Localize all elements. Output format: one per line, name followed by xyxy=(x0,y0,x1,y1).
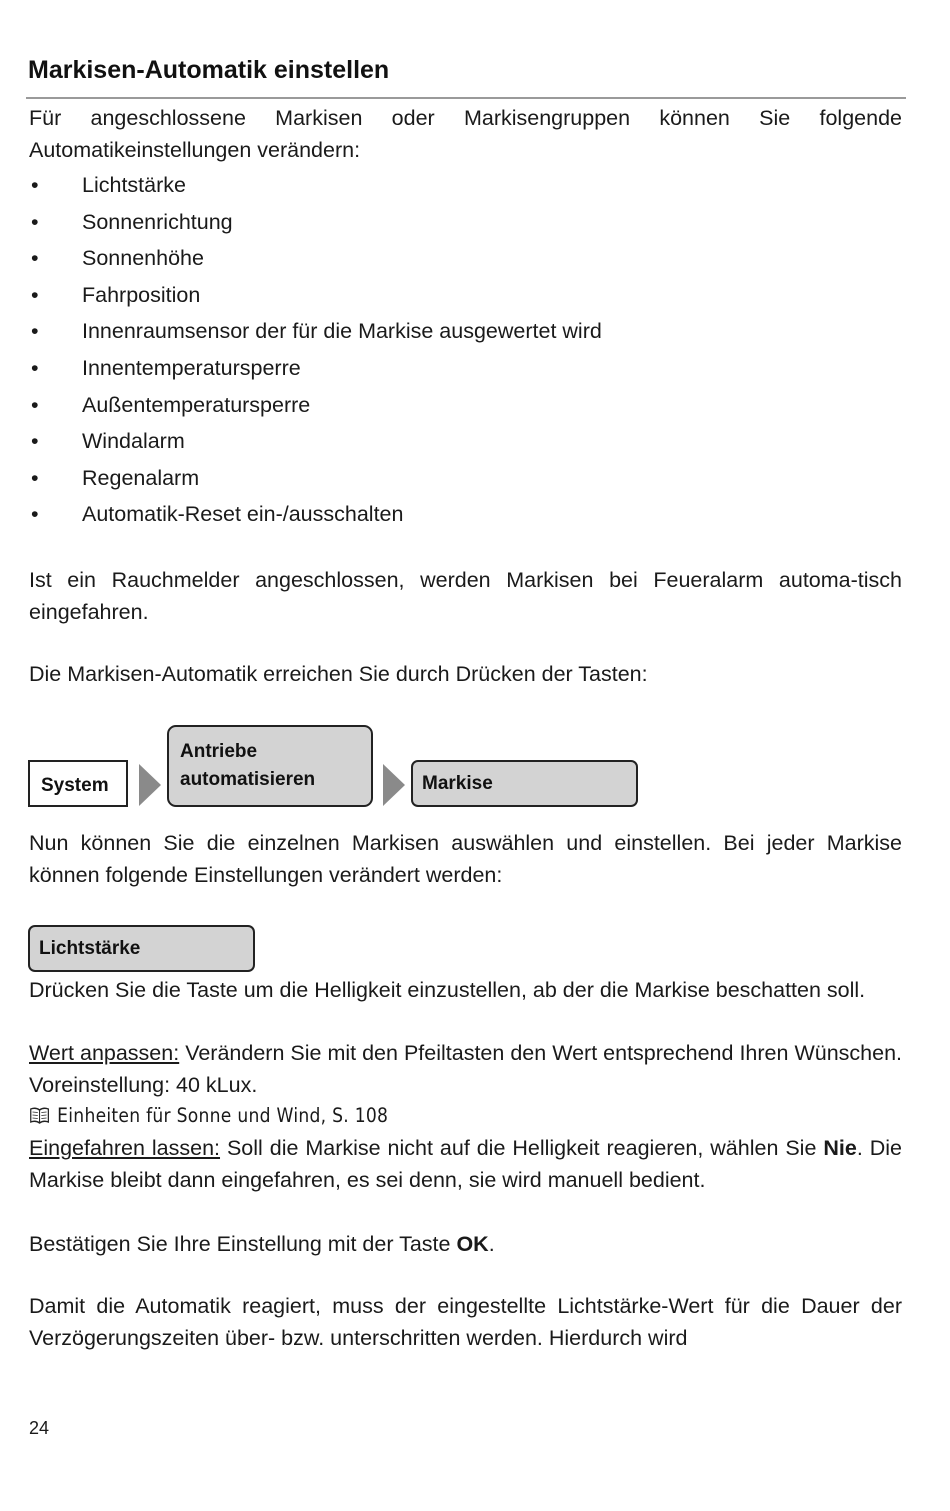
confirm-end: . xyxy=(488,1232,495,1256)
select-paragraph: Nun können Sie die einzelnen Markisen auswählen und einstellen. Bei jeder Markise können folgende Einstellungen verändert werden: xyxy=(29,831,902,887)
bullet-icon: • xyxy=(31,246,39,271)
wert-label: Wert anpassen: xyxy=(29,1041,180,1065)
final-paragraph: Damit die Automatik reagiert, muss der eingestellte Lichtstärke-Wert für die Dauer der Verzögerungszeiten über- bzw. unterschritten werden. Hierdurch wird xyxy=(29,1294,902,1350)
system-key xyxy=(28,760,128,807)
reference-text: Einheiten für Sonne und Wind, S. 108 xyxy=(57,1104,389,1127)
eingefahren-label: Eingefahren lassen: xyxy=(29,1136,221,1160)
bullet-icon: • xyxy=(31,355,39,380)
ok-key-name: OK xyxy=(456,1232,489,1256)
lichtstaerke-key-label: Lichtstärke xyxy=(39,937,141,959)
antriebe-key-label-line1: Antriebe xyxy=(180,741,258,762)
list-item xyxy=(29,390,889,427)
list-item-label: Lichtstärke xyxy=(82,173,186,197)
bullet-icon: • xyxy=(31,465,39,490)
list-item xyxy=(29,207,889,244)
list-item xyxy=(29,243,889,280)
eingefahren-text: Soll die Markise nicht auf die Helligkeit reagieren, wählen Sie xyxy=(220,1136,824,1160)
page-number: 24 xyxy=(29,1418,50,1438)
arrow-right-icon xyxy=(383,764,405,806)
list-item xyxy=(29,170,889,207)
markise-key-label: Markise xyxy=(422,772,493,794)
confirm-text: Bestätigen Sie Ihre Einstellung mit der Taste xyxy=(29,1232,457,1256)
wert-paragraph xyxy=(29,1038,902,1101)
list-item-label: Regenalarm xyxy=(82,465,200,490)
antriebe-automatisieren-key xyxy=(167,725,373,807)
nie-option: Nie xyxy=(823,1136,857,1160)
wert-text: Verändern Sie mit den Pfeiltasten den Wert entsprechend Ihren Wünschen. Voreinstellung: 40 kLux. xyxy=(29,1041,902,1097)
eingefahren-text-2: . Die Markise bleibt dann eingefahren, es sei denn, sie wird manuell bedient. xyxy=(29,1136,902,1192)
antriebe-key-label-line2: automatisieren xyxy=(180,769,316,790)
press-paragraph: Drücken Sie die Taste um die Helligkeit einzustellen, ab der die Markise beschatten soll. xyxy=(29,978,866,1002)
heading-rule xyxy=(26,97,906,99)
list-item-label: Automatik-Reset ein-/ausschalten xyxy=(82,502,404,527)
intro-paragraph: Für angeschlossene Markisen oder Markisengruppen können Sie folgende Automatikeinstellungen verändern: xyxy=(29,106,902,162)
lichtstaerke-key xyxy=(28,925,255,972)
eingefahren-paragraph xyxy=(29,1133,902,1196)
bullet-icon: • xyxy=(31,319,39,344)
list-item xyxy=(29,353,889,390)
confirm-paragraph xyxy=(29,1229,902,1261)
system-key-label: System xyxy=(41,774,109,796)
list-item-label: Innentemperatursperre xyxy=(82,355,301,380)
list-item xyxy=(29,499,889,536)
list-item-label: Innenraumsensor der für die Markise ausgewertet wird xyxy=(82,319,602,344)
bullet-icon: • xyxy=(31,282,39,307)
list-item-label: Außentemperatursperre xyxy=(82,392,311,417)
bullet-icon: • xyxy=(31,502,39,527)
list-item-label: Windalarm xyxy=(82,429,185,454)
bullet-icon: • xyxy=(31,173,39,197)
list-item-label: Sonnenhöhe xyxy=(82,246,204,271)
list-item xyxy=(29,280,889,317)
bullet-icon: • xyxy=(31,392,39,417)
reference-line xyxy=(29,1101,388,1134)
settings-list xyxy=(29,170,889,536)
list-item xyxy=(29,316,889,353)
book-icon xyxy=(29,1104,50,1134)
reach-paragraph: Die Markisen-Automatik erreichen Sie durch Drücken der Tasten: xyxy=(29,662,648,686)
arrow-right-icon xyxy=(139,764,161,806)
list-item-label: Fahrposition xyxy=(82,282,201,307)
list-item-label: Sonnenrichtung xyxy=(82,209,233,234)
bullet-icon: • xyxy=(31,429,39,454)
bullet-icon: • xyxy=(31,209,39,234)
list-item xyxy=(29,463,889,500)
smoke-paragraph: Ist ein Rauchmelder angeschlossen, werden Markisen bei Feueralarm automa-tisch eingefahren. xyxy=(29,568,902,624)
section-heading: Markisen-Automatik einstellen xyxy=(28,56,390,84)
list-item xyxy=(29,426,889,463)
markise-key xyxy=(411,760,638,807)
